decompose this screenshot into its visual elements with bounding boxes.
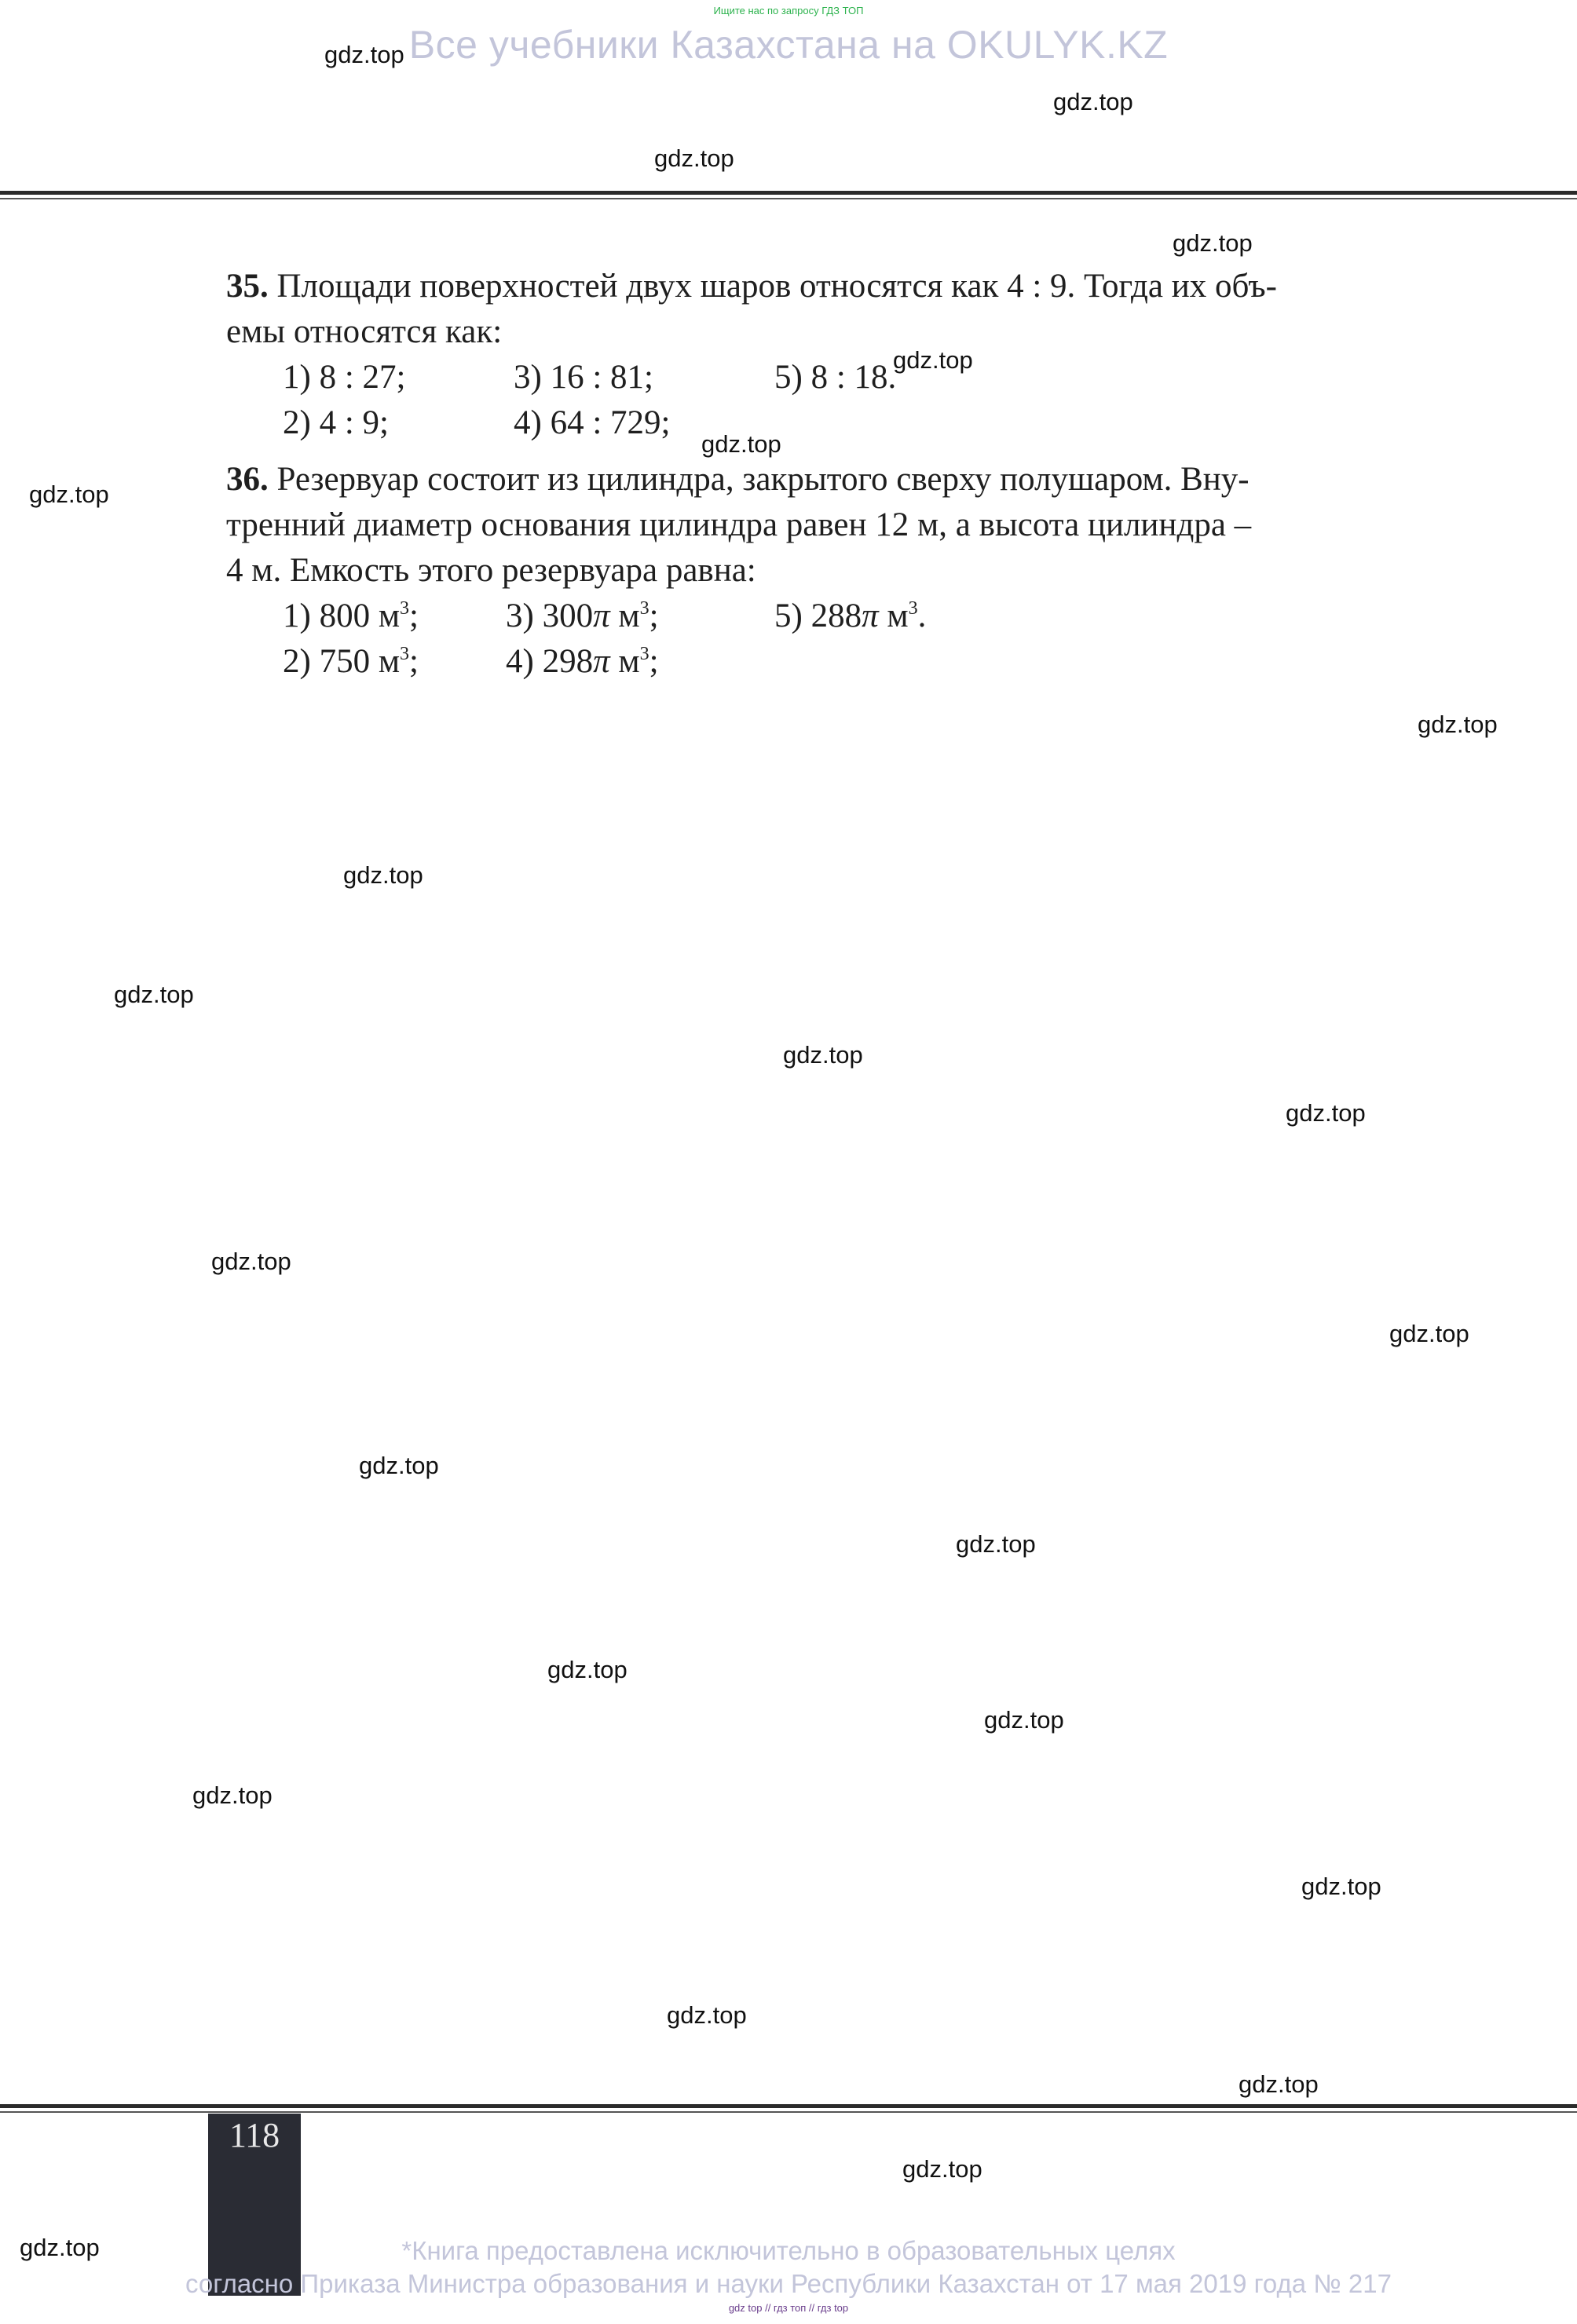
problem-36 [226, 457, 1373, 685]
problem-36-statement-line-1 [226, 457, 1373, 502]
search-tagline: Ищите нас по запросу ГДЗ ТОП [713, 5, 864, 16]
option-1 [283, 594, 419, 639]
watermark: gdz.top [359, 1452, 439, 1479]
problem-36-number: 36. [226, 461, 269, 498]
problem-36-statement-line-3: 4 м. Емкость этого резервуара равна: [226, 552, 756, 589]
option-1-punct: ; [409, 597, 419, 634]
bottom-links[interactable]: gdz top // гдз топ // гдз top [728, 2302, 849, 2314]
option-1-value: 1) 800 м [283, 597, 401, 634]
header-rule [0, 191, 1577, 195]
option-2: 2) 4 : 9; [283, 404, 389, 441]
watermark: gdz.top [114, 981, 194, 1008]
option-4-exponent: 3 [639, 644, 649, 664]
watermark: gdz.top [654, 144, 734, 172]
footer-rule [0, 2104, 1577, 2108]
option-2-punct: ; [409, 643, 419, 680]
watermark: gdz.top [984, 1706, 1064, 1734]
option-3-value: 3) 300 [506, 597, 594, 634]
option-3-pi: π [593, 597, 610, 634]
option-3: 3) 16 : 81; [514, 359, 653, 396]
option-2-value: 2) 750 м [283, 643, 401, 680]
problem-36-statement-line-2: тренний диаметр основания цилиндра равен 12 м, а высота цилиндра – [226, 506, 1252, 543]
problem-36-text-1: Резервуар состоит из цилиндра, закрытого сверху полушаром. Вну- [276, 461, 1250, 498]
watermark: gdz.top [667, 2001, 747, 2029]
watermark: gdz.top [1389, 1320, 1469, 1347]
watermark: gdz.top [29, 481, 109, 508]
watermark: gdz.top [956, 1530, 1036, 1558]
watermark: gdz.top [893, 346, 973, 374]
problem-35-statement-line-2: емы относятся как: [226, 313, 503, 350]
watermark: gdz.top [192, 1781, 273, 1809]
problem-35-options [226, 355, 1373, 446]
watermark: gdz.top [1053, 88, 1133, 115]
watermark: gdz.top [1173, 229, 1253, 257]
option-4-unit: м [609, 643, 640, 680]
option-5-punct: . [917, 597, 927, 634]
site-title-link[interactable]: Все учебники Казахстана на OKULYK.KZ [408, 23, 1169, 67]
watermark: gdz.top [701, 430, 781, 458]
option-1-exponent: 3 [400, 598, 410, 619]
problem-35-statement-line-1 [226, 264, 1373, 309]
option-3-unit: м [609, 597, 640, 634]
watermark: gdz.top [902, 2155, 982, 2183]
option-4-pi: π [593, 643, 610, 680]
option-5 [774, 594, 926, 639]
option-4 [506, 639, 659, 685]
option-5: 5) 8 : 18. [774, 359, 897, 396]
problem-35-text-1: Площади поверхностей двух шаров относятся как 4 : 9. Тогда их объ- [276, 268, 1277, 305]
option-4-value: 4) 298 [506, 643, 594, 680]
option-5-pi: π [862, 597, 879, 634]
watermark: gdz.top [20, 2234, 100, 2261]
option-2-exponent: 3 [400, 644, 410, 664]
watermark: gdz.top [211, 1248, 291, 1275]
watermark: gdz.top [1239, 2070, 1319, 2098]
option-5-unit: м [878, 597, 909, 634]
problem-36-options [226, 594, 1373, 685]
page-number: 118 [229, 2116, 280, 2154]
copyright-notice-line-1: *Книга предоставлена исключительно в образовательных целях [401, 2236, 1176, 2265]
option-4: 4) 64 : 729; [514, 404, 671, 441]
watermark: gdz.top [1301, 1873, 1381, 1900]
option-3-exponent: 3 [639, 598, 649, 619]
header-rule-thin [0, 198, 1577, 199]
option-1: 1) 8 : 27; [283, 359, 406, 396]
option-5-exponent: 3 [908, 598, 918, 619]
watermark: gdz.top [547, 1656, 628, 1683]
watermark: gdz.top [343, 861, 423, 889]
watermark: gdz.top [1286, 1099, 1366, 1127]
problem-35-number: 35. [226, 268, 269, 305]
problem-35 [226, 264, 1373, 446]
watermark: gdz.top [324, 41, 404, 68]
copyright-notice-line-2: согласно Приказа Министра образования и науки Республики Казахстан от 17 мая 2019 года № 217 [185, 2269, 1392, 2298]
watermark: gdz.top [783, 1041, 863, 1069]
option-3 [506, 594, 659, 639]
option-3-punct: ; [649, 597, 659, 634]
watermark: gdz.top [1418, 711, 1498, 738]
option-2 [283, 639, 419, 685]
footer-rule-thin [0, 2111, 1577, 2113]
option-4-punct: ; [649, 643, 659, 680]
option-5-value: 5) 288 [774, 597, 862, 634]
